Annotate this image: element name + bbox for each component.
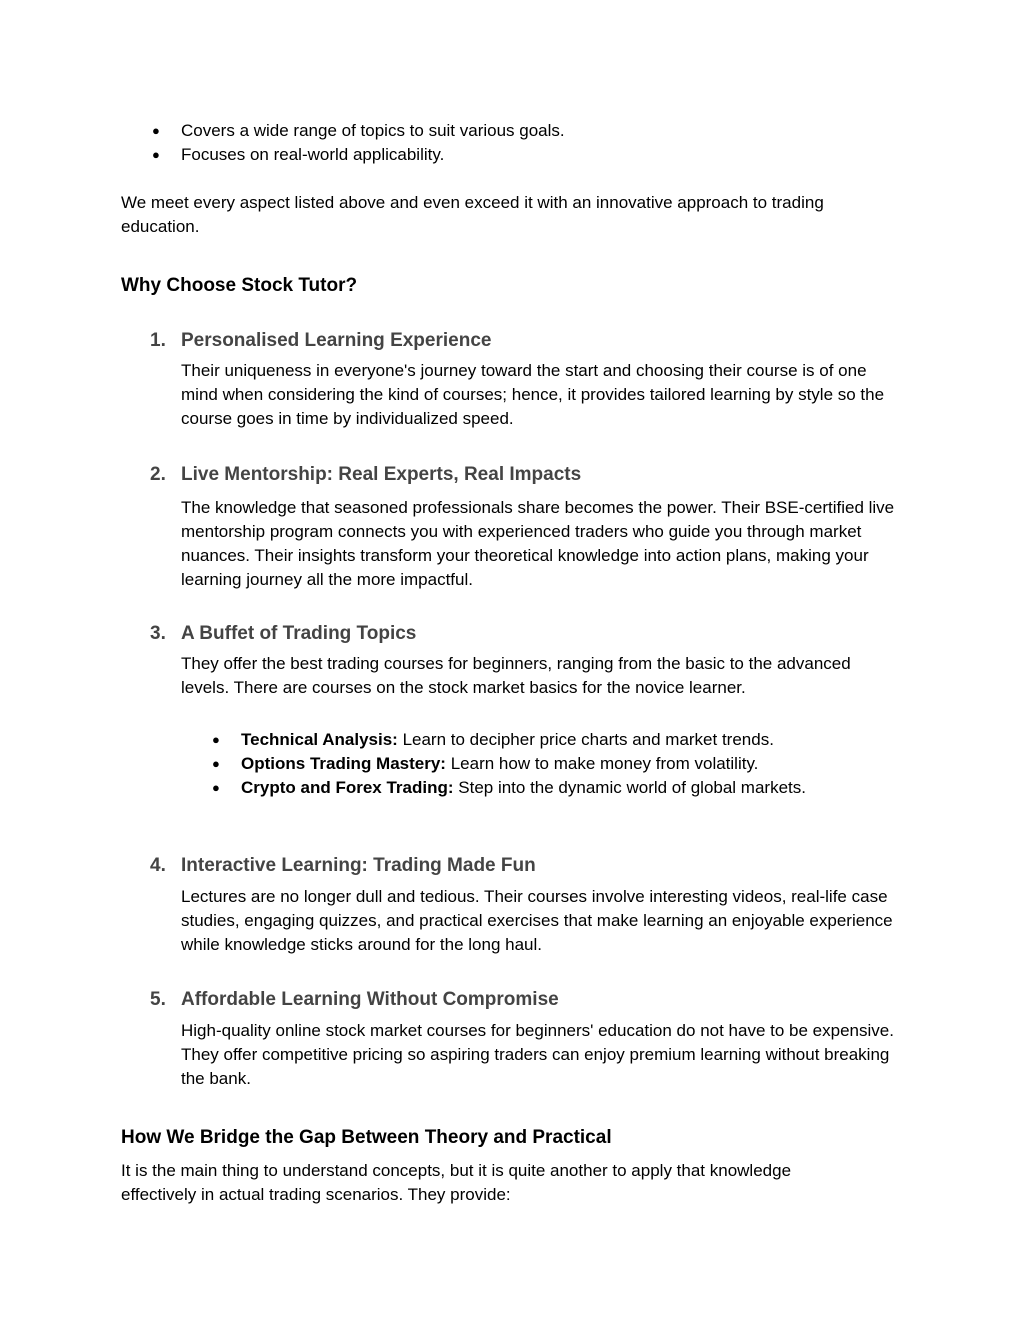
bullet-icon: ● bbox=[212, 732, 220, 747]
item-body: Lectures are no longer dull and tedious. Their courses involve interesting videos, real-life case studies, engaging quizzes, and practical exercises that make learning an enjoyable experience while knowledge sticks around for the long haul. bbox=[181, 887, 893, 954]
item-title: Affordable Learning Without Compromise bbox=[181, 989, 559, 1010]
item-title: Personalised Learning Experience bbox=[181, 330, 492, 351]
topic-text: Step into the dynamic world of global markets. bbox=[453, 778, 806, 797]
top-bullet-list bbox=[121, 119, 565, 167]
item-title: Live Mentorship: Real Experts, Real Impacts bbox=[181, 464, 582, 485]
item-body: They offer the best trading courses for beginners, ranging from the basic to the advanced levels. There are courses on the stock market basics for the novice learner. bbox=[181, 654, 851, 697]
list-item bbox=[181, 752, 806, 776]
topic-label: Technical Analysis: bbox=[241, 730, 398, 749]
topic-label: Crypto and Forex Trading: bbox=[241, 778, 454, 797]
bullet-icon: ● bbox=[152, 123, 160, 138]
item-number: 5. bbox=[150, 989, 166, 1010]
item-number: 4. bbox=[150, 855, 166, 876]
list-item bbox=[121, 143, 565, 167]
bullet-icon: ● bbox=[212, 780, 220, 795]
item-body: The knowledge that seasoned professionals share becomes the power. Their BSE-certified live mentorship program connects you with experienced traders who guide you through market nuances. Their insights transform your theoretical knowledge into action plans, making your learning journey all the more impactful. bbox=[181, 498, 895, 589]
list-item-text: Covers a wide range of topics to suit various goals. bbox=[181, 121, 565, 140]
topic-text: Learn to decipher price charts and market trends. bbox=[397, 730, 774, 749]
list-item bbox=[181, 728, 806, 752]
list-item bbox=[121, 119, 565, 143]
item-number: 3. bbox=[150, 623, 166, 644]
list-item-text: Focuses on real-world applicability. bbox=[181, 145, 445, 164]
bullet-icon: ● bbox=[212, 756, 220, 771]
list-item bbox=[181, 776, 806, 800]
bridge-gap-paragraph: It is the main thing to understand concepts, but it is quite another to apply that knowledge effectively in actual trading scenarios. They provide: bbox=[121, 1161, 792, 1204]
intro-paragraph: We meet every aspect listed above and even exceed it with an innovative approach to trading education. bbox=[121, 193, 824, 236]
item-body: High-quality online stock market courses for beginners' education do not have to be expensive. They offer competitive pricing so aspiring traders can enjoy premium learning without breaking the bank. bbox=[181, 1021, 894, 1088]
section-heading-why-choose: Why Choose Stock Tutor? bbox=[121, 275, 358, 296]
item-number: 1. bbox=[150, 330, 166, 351]
item-title: Interactive Learning: Trading Made Fun bbox=[181, 855, 536, 876]
topic-label: Options Trading Mastery: bbox=[241, 754, 446, 773]
bullet-icon: ● bbox=[152, 147, 160, 162]
topic-bullet-list bbox=[181, 728, 806, 800]
item-number: 2. bbox=[150, 464, 166, 485]
item-body: Their uniqueness in everyone's journey toward the start and choosing their course is of one mind when considering the kind of courses; hence, it provides tailored learning by style so the course goes in time by individualized speed. bbox=[181, 361, 885, 428]
section-heading-bridge-gap: How We Bridge the Gap Between Theory and Practical bbox=[121, 1127, 612, 1148]
item-title: A Buffet of Trading Topics bbox=[181, 623, 417, 644]
topic-text: Learn how to make money from volatility. bbox=[445, 754, 759, 773]
